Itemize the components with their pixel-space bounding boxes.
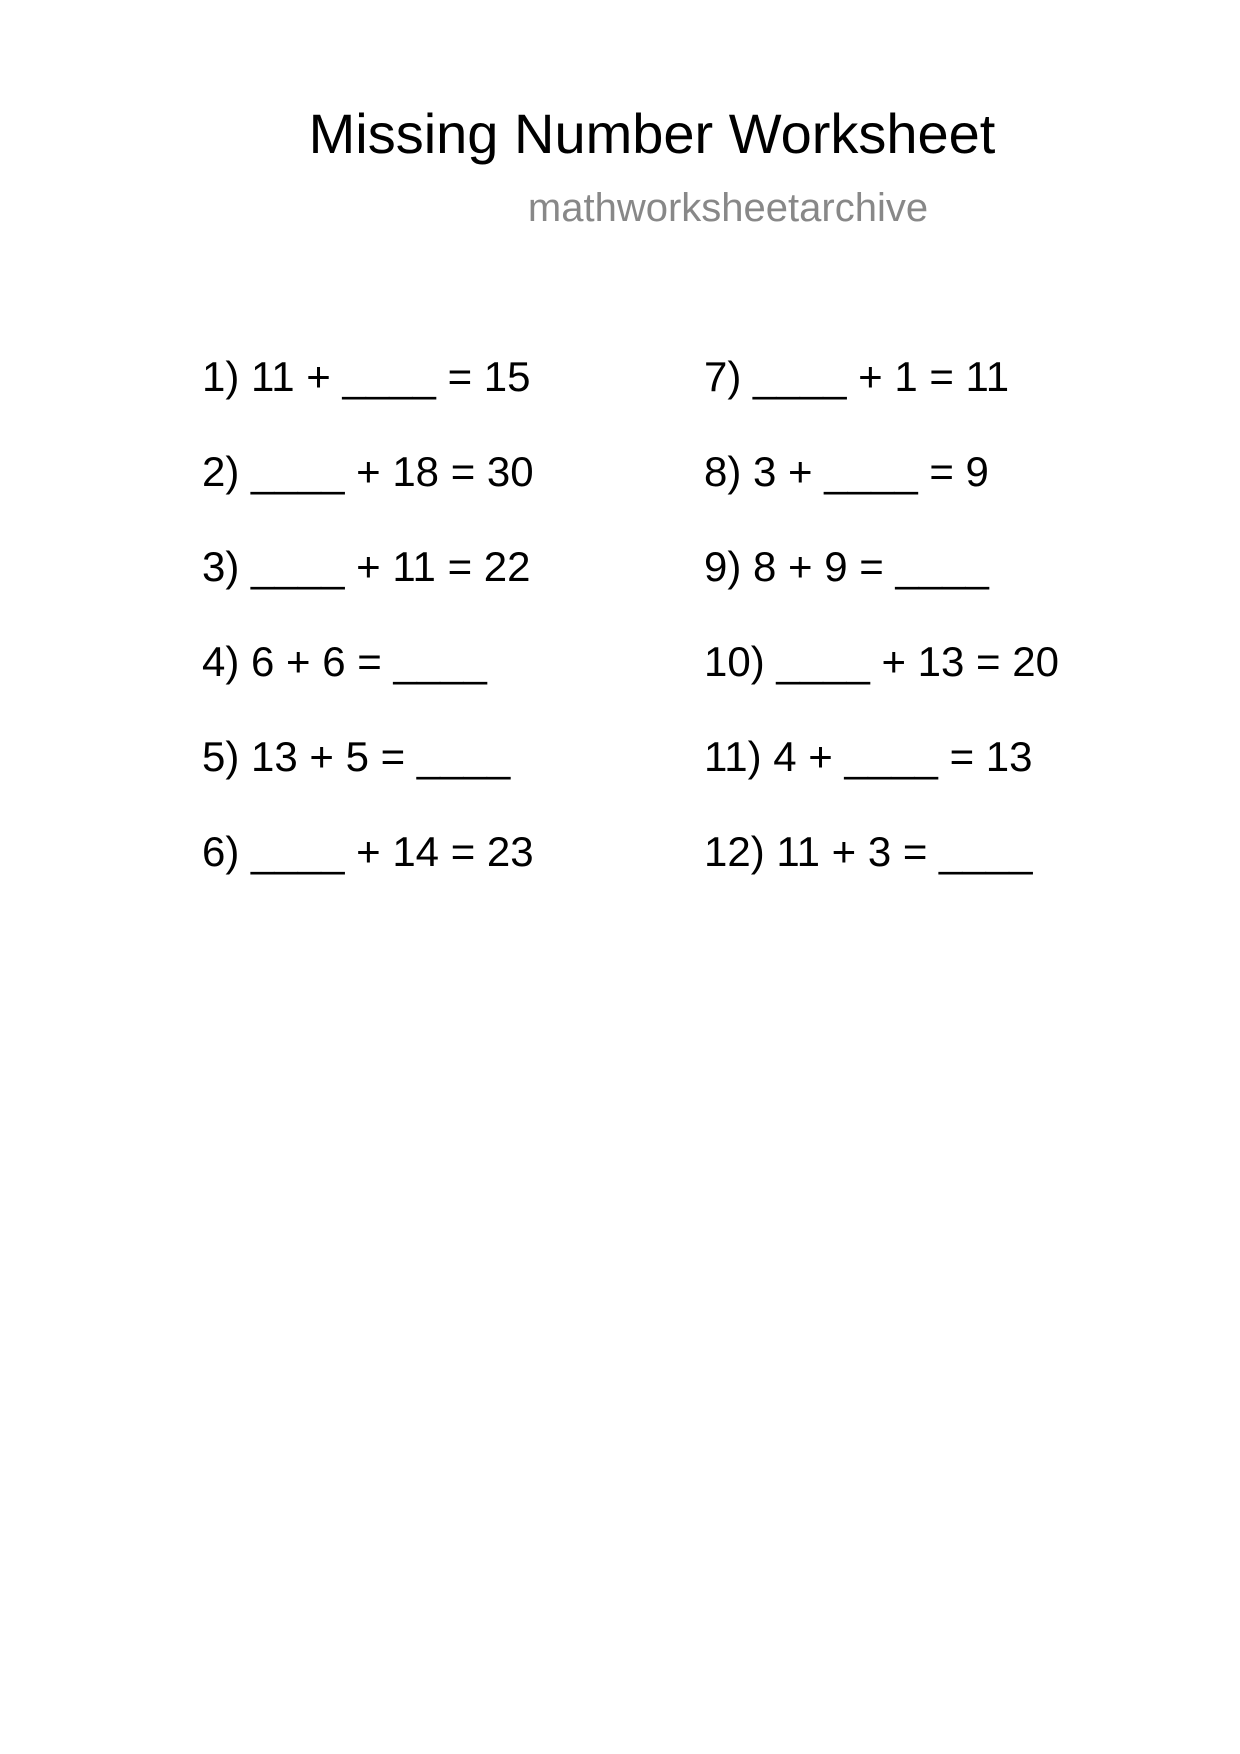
problem-3: 3) ____ + 11 = 22 [202,543,531,590]
problem-6: 6) ____ + 14 = 23 [202,828,534,875]
problem-5: 5) 13 + 5 = ____ [202,733,511,780]
problem-4: 4) 6 + 6 = ____ [202,638,487,685]
problem-9: 9) 8 + 9 = ____ [704,543,989,590]
problem-10: 10) ____ + 13 = 20 [704,638,1059,685]
problem-7: 7) ____ + 1 = 11 [704,353,1010,400]
worksheet-subtitle: mathworksheetarchive [527,186,929,230]
problem-12: 12) 11 + 3 = ____ [704,828,1033,875]
worksheet-title: Missing Number Worksheet [308,102,996,165]
problem-11: 11) 4 + ____ = 13 [704,733,1033,780]
problem-1: 1) 11 + ____ = 15 [202,353,531,400]
problem-2: 2) ____ + 18 = 30 [202,448,534,495]
problem-8: 8) 3 + ____ = 9 [704,448,989,495]
